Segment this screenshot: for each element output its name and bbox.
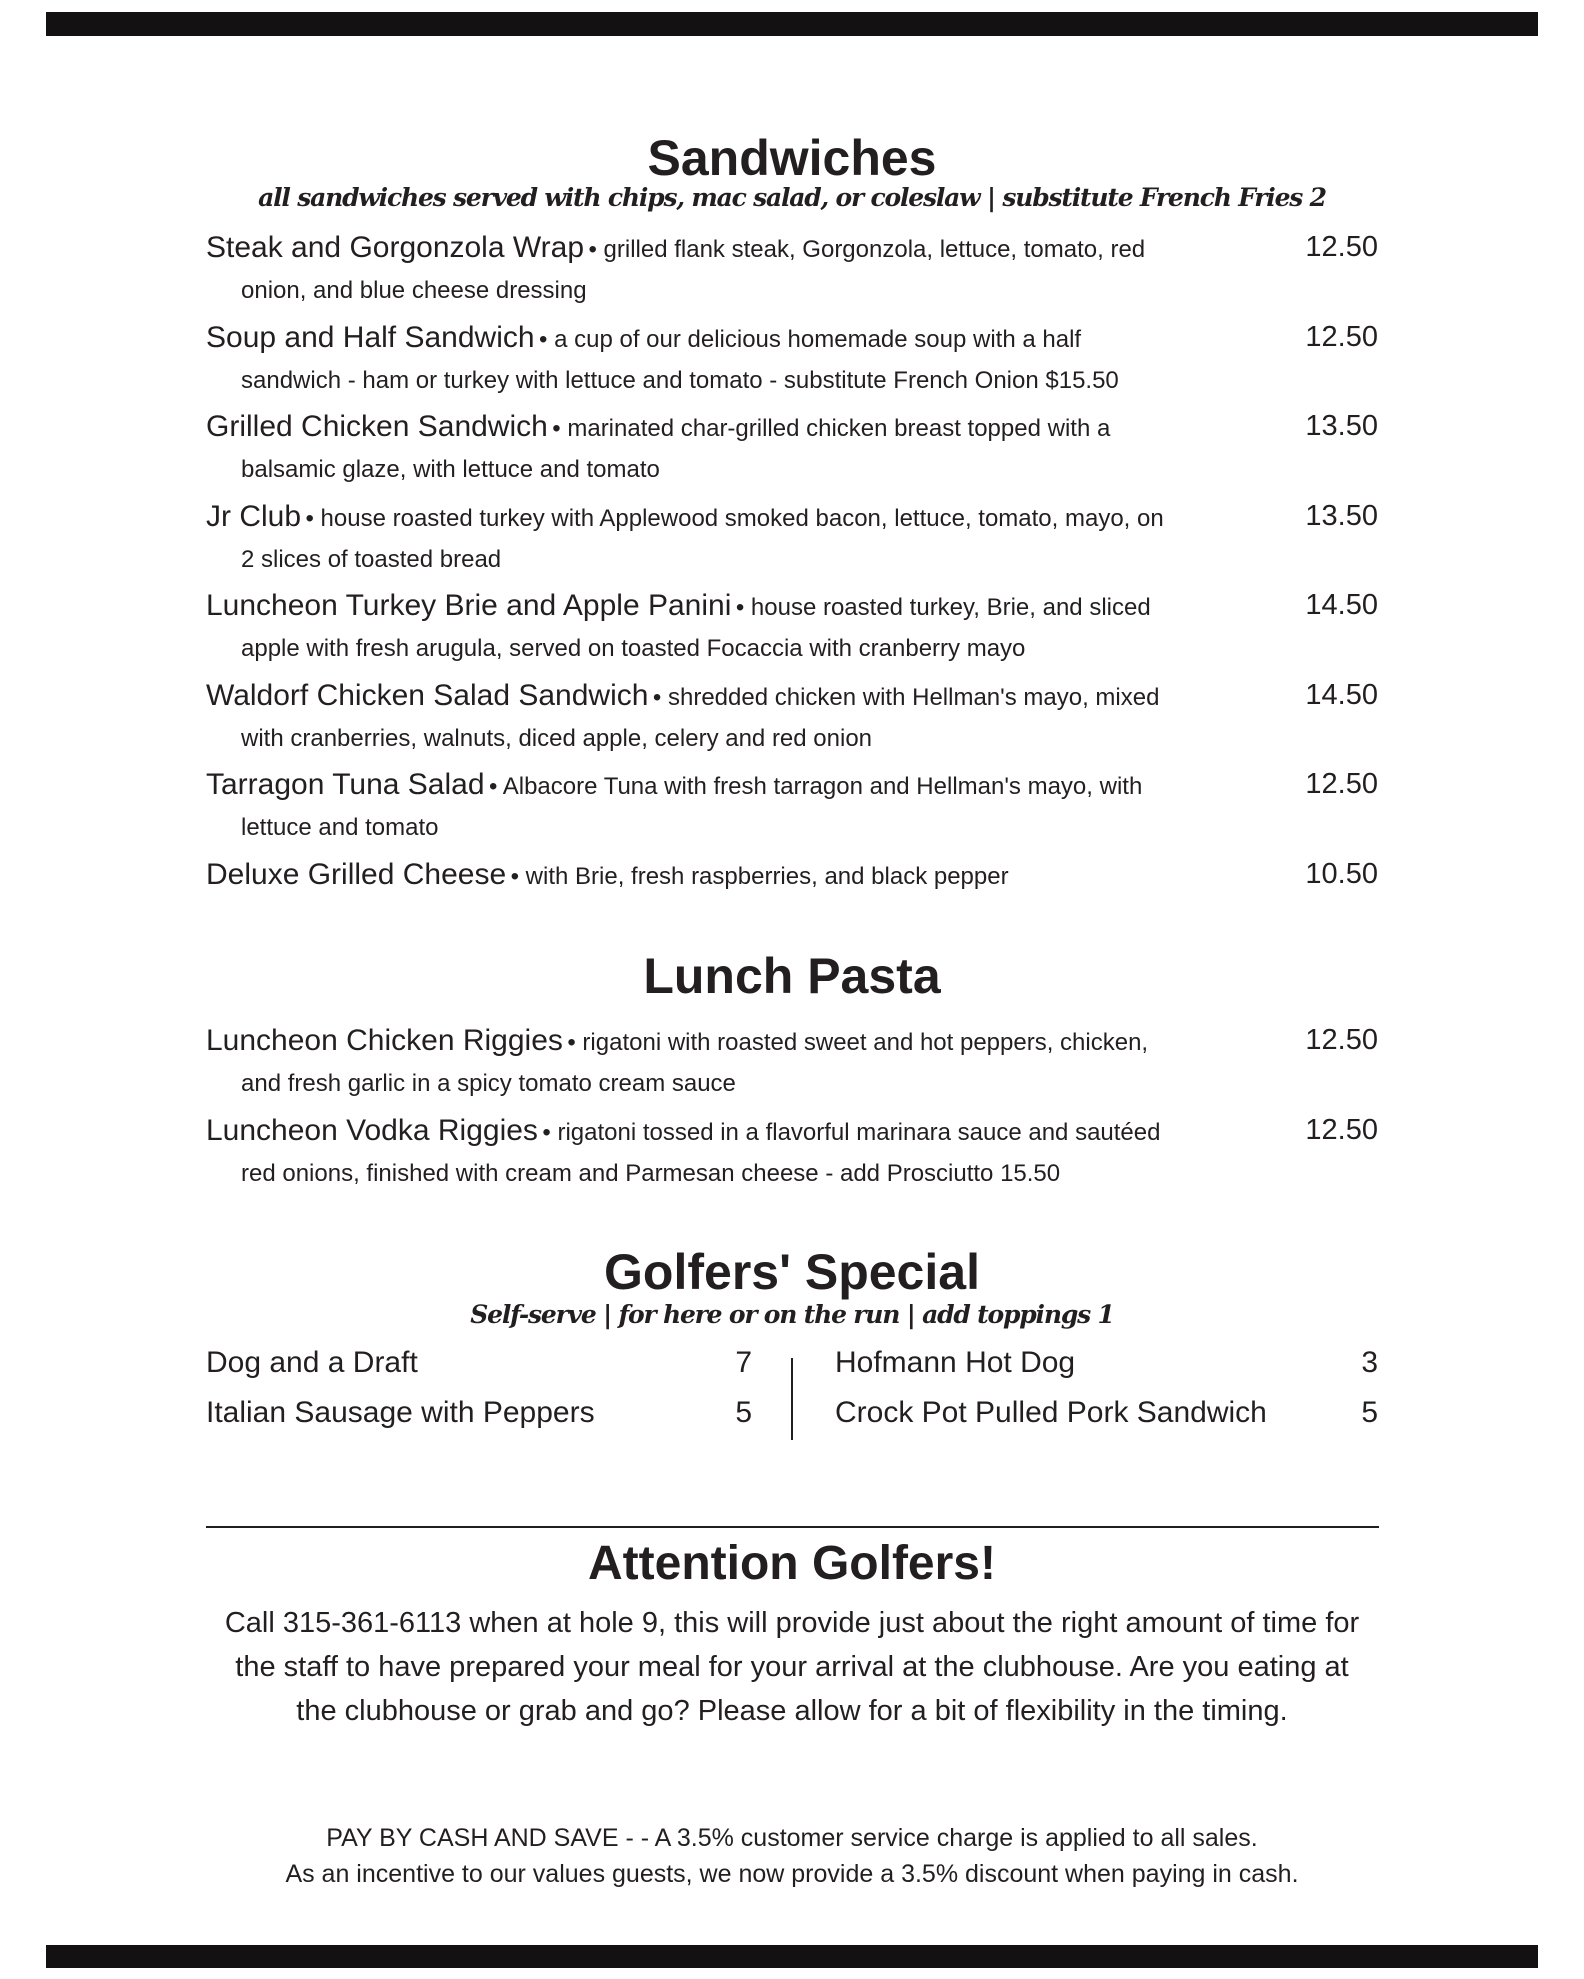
menu-item-description: • with Brie, fresh raspberries, and black pepper xyxy=(510,862,1009,890)
menu-item-price: 13.50 xyxy=(1305,410,1378,442)
menu-item-line xyxy=(206,226,1145,269)
menu-item-price: 12.50 xyxy=(1305,231,1378,263)
menu-item-description-cont: balsamic glaze, with lettuce and tomato xyxy=(241,456,660,483)
menu-item xyxy=(206,674,1378,764)
menu-item xyxy=(206,763,1378,853)
menu-item-description-cont: apple with fresh arugula, served on toasted Focaccia with cranberry mayo xyxy=(241,635,1026,662)
menu-item-description: • a cup of our delicious homemade soup with a half xyxy=(539,325,1082,353)
menu-item xyxy=(206,226,1378,316)
golfers-item-price: 3 xyxy=(1361,1346,1378,1379)
menu-item-price: 10.50 xyxy=(1305,857,1378,890)
golfers-item-name: Hofmann Hot Dog xyxy=(835,1346,1076,1379)
menu-item-description: • rigatoni tossed in a flavorful marinara sauce and sautéed xyxy=(542,1118,1161,1146)
menu-item-price: 14.50 xyxy=(1305,678,1378,711)
menu-item-line xyxy=(206,674,1159,717)
golfers-item-price: 5 xyxy=(1361,1396,1378,1429)
golfers-item-name: Crock Pot Pulled Pork Sandwich xyxy=(835,1396,1267,1429)
sandwiches-list xyxy=(206,226,1378,942)
menu-item-price: 13.50 xyxy=(1305,499,1378,532)
golfers-item xyxy=(206,1338,752,1388)
menu-item-name: Waldorf Chicken Salad Sandwich xyxy=(206,678,649,712)
menu-item-description: • house roasted turkey, Brie, and sliced xyxy=(735,594,1151,621)
menu-item-description-cont: red onions, finished with cream and Parmesan cheese - add Prosciutto 15.50 xyxy=(241,1159,1061,1187)
pasta-list xyxy=(206,1019,1378,1198)
menu-item-price: 12.50 xyxy=(1305,1024,1378,1056)
menu-item-name: Grilled Chicken Sandwich xyxy=(206,410,548,443)
menu-item-line xyxy=(206,1109,1160,1152)
menu-item xyxy=(206,405,1378,495)
menu-item-line xyxy=(206,495,1164,538)
menu-item xyxy=(206,584,1378,674)
menu-item-name: Jr Club xyxy=(206,499,302,533)
attention-line: the clubhouse or grab and go? Please allow for a bit of flexibility in the timing. xyxy=(296,1695,1288,1727)
menu-item-description: • shredded chicken with Hellman's mayo, mixed xyxy=(652,683,1160,711)
attention-line: Call 315-361-6113 when at hole 9, this will provide just about the right amount of time for xyxy=(224,1607,1360,1639)
menu-item-line xyxy=(206,405,1110,448)
bottom-border-bar xyxy=(46,1945,1538,1968)
attention-line: the staff to have prepared your meal for your arrival at the clubhouse. Are you eating at xyxy=(235,1651,1349,1683)
menu-item xyxy=(206,316,1378,406)
menu-item-description: • house roasted turkey with Applewood smoked bacon, lettuce, tomato, mayo, on xyxy=(305,504,1164,532)
payment-notice xyxy=(150,1820,1434,1892)
golfers-left-column xyxy=(206,1338,752,1438)
menu-item-name: Luncheon Turkey Brie and Apple Panini xyxy=(206,589,732,622)
menu-item-description: • Albacore Tuna with fresh tarragon and Hellman's mayo, with xyxy=(488,773,1143,800)
lunch-pasta-title: Lunch Pasta xyxy=(643,948,941,1004)
menu-item xyxy=(206,853,1378,943)
golfers-item xyxy=(206,1388,752,1438)
menu-item-description-cont: onion, and blue cheese dressing xyxy=(241,277,587,304)
menu-item-price: 14.50 xyxy=(1305,589,1378,621)
menu-item-description-cont: and fresh garlic in a spicy tomato cream sauce xyxy=(241,1070,736,1097)
menu-item-name: Steak and Gorgonzola Wrap xyxy=(206,231,585,264)
menu-item-line xyxy=(206,763,1142,806)
golfers-right-column xyxy=(835,1338,1378,1438)
menu-item-description-cont: sandwich - ham or turkey with lettuce and tomato - substitute French Onion $15.50 xyxy=(241,366,1119,394)
menu-item-description-cont: 2 slices of toasted bread xyxy=(241,545,502,573)
golfers-item-price: 5 xyxy=(735,1396,752,1429)
menu-item-description-cont: lettuce and tomato xyxy=(241,814,439,841)
menu-item-name: Tarragon Tuna Salad xyxy=(206,768,485,801)
sandwiches-title: Sandwiches xyxy=(647,130,937,186)
menu-item-description: • grilled flank steak, Gorgonzola, lettuce, tomato, red xyxy=(588,236,1146,263)
golfers-special-subtitle: Self-serve | for here or on the run | add toppings 1 xyxy=(470,1300,1114,1329)
golfers-item-name: Italian Sausage with Peppers xyxy=(206,1396,595,1429)
menu-item-line xyxy=(206,853,1009,896)
menu-item-line xyxy=(206,584,1151,627)
golfers-special-title: Golfers' Special xyxy=(604,1244,980,1300)
menu-item-price: 12.50 xyxy=(1305,768,1378,800)
menu-item-description-cont: with cranberries, walnuts, diced apple, celery and red onion xyxy=(241,724,873,752)
menu-item xyxy=(206,1019,1378,1109)
menu-item-name: Deluxe Grilled Cheese xyxy=(206,857,507,891)
menu-item-name: Luncheon Vodka Riggies xyxy=(206,1113,538,1147)
menu-item-line xyxy=(206,316,1081,359)
section-divider xyxy=(206,1526,1379,1528)
payment-notice-line: As an incentive to our values guests, we now provide a 3.5% discount when paying in cash. xyxy=(285,1860,1299,1888)
sandwiches-subtitle: all sandwiches served with chips, mac salad, or coleslaw | substitute French Fries 2 xyxy=(258,183,1326,212)
menu-item xyxy=(206,495,1378,585)
golfers-item-price: 7 xyxy=(735,1346,752,1379)
menu-item-name: Soup and Half Sandwich xyxy=(206,320,535,354)
attention-text xyxy=(190,1601,1394,1733)
golfers-item xyxy=(835,1338,1378,1388)
attention-title: Attention Golfers! xyxy=(588,1537,996,1590)
menu-item-name: Luncheon Chicken Riggies xyxy=(206,1024,563,1057)
payment-notice-line: PAY BY CASH AND SAVE - - A 3.5% customer service charge is applied to all sales. xyxy=(326,1824,1258,1852)
column-divider xyxy=(791,1358,793,1440)
menu-item-description: • rigatoni with roasted sweet and hot peppers, chicken, xyxy=(567,1029,1149,1056)
golfers-item-name: Dog and a Draft xyxy=(206,1346,418,1379)
menu-item-line xyxy=(206,1019,1148,1062)
menu-item xyxy=(206,1109,1378,1199)
menu-item-description: • marinated char-grilled chicken breast topped with a xyxy=(552,415,1111,442)
top-border-bar xyxy=(46,12,1538,36)
golfers-item xyxy=(835,1388,1378,1438)
menu-item-price: 12.50 xyxy=(1305,1113,1378,1146)
menu-item-price: 12.50 xyxy=(1305,320,1378,353)
